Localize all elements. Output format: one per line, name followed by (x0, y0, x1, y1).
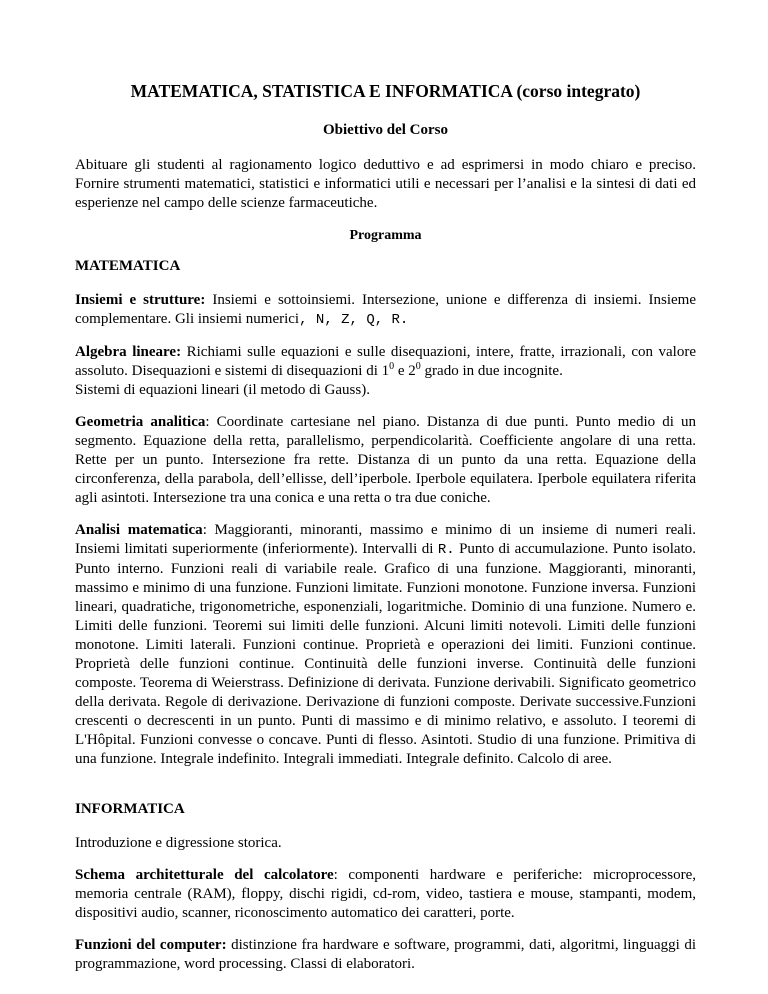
schema-paragraph (75, 866, 696, 923)
analisi-text-1: : Maggioranti, minoranti, massimo e minimo di un insieme di numeri reali. Insiemi limitati superiormente (inferiormente). Intervalli di (75, 522, 696, 557)
algebra-label: Algebra lineare: (75, 344, 182, 360)
geometria-paragraph (75, 413, 696, 508)
funzioni-paragraph (75, 936, 696, 974)
algebra-line-2: Sistemi di equazioni lineari (il metodo di Gauss). (75, 382, 370, 398)
matematica-heading: MATEMATICA (75, 258, 181, 274)
analisi-label: Analisi matematica (75, 522, 203, 538)
informatica-heading: INFORMATICA (75, 801, 185, 817)
geometria-text: : Coordinate cartesiane nel piano. Distanza di due punti. Punto medio di un segmento. Equazione della retta, parallelismo, perpendicolarità. Coefficiente angolare di una retta. Rette per un punto. Intersezione fra rette. Distanza di un punto da una retta. Equazione della circonferenza, della parabola, dell’ellisse, dell’iperbole. Iperbole equilatera. Iperbole equilatera riferita agli asintoti. Intersezione tra una conica e una retta o tra due coniche. (75, 414, 697, 506)
analisi-set: R. (437, 542, 455, 558)
insiemi-sets: , N, Z, Q, R. (299, 312, 409, 328)
algebra-sup-2: 0 (415, 361, 421, 372)
insiemi-label: Insiemi e strutture: (75, 292, 206, 308)
algebra-paragraph (75, 343, 696, 400)
funzioni-label: Funzioni del computer: (75, 937, 227, 953)
analisi-paragraph (75, 521, 696, 769)
insiemi-paragraph (75, 291, 696, 330)
geometria-label: Geometria analitica (75, 414, 206, 430)
objective-text: Abituare gli studenti al ragionamento logico deduttivo e ad esprimersi in modo chiaro e preciso. Fornire strumenti matematici, statistici e informatici utili e necessari per l’analisi e la sintesi di dati ed esperienze nel campo delle scienze farmaceutiche. (75, 157, 696, 211)
schema-label: Schema architetturale del calcolatore (75, 867, 334, 883)
insiemi-text: Insiemi e sottoinsiemi. Intersezione, unione e differenza di insiemi. Insieme complementare. Gli insiemi numerici (75, 292, 697, 327)
analisi-text-2: Punto di accumulazione. Punto isolato. Punto interno. Funzioni reali di variabile reale. Grafico di una funzione. Maggioranti, minoranti, massimo e minimo di una funzione. Funzioni limitate. Funzioni monotone. Funzione inversa. Funzioni lineari, quadratiche, trigonometriche, esponenziali, logaritmiche. Dominio di una funzione. Numero e. Limiti delle funzioni. Teoremi sui limiti delle funzioni. Alcuni limiti notevoli. Limiti delle funzioni monotone. Limiti laterali. Funzioni continue. Proprietà e operazioni dei limiti. Funzioni continue. Proprietà delle funzioni continue. Continuità delle funzioni inverse. Continuità delle funzioni composte. Teorema di Weierstrass. Definizione di derivata. Funzione derivabili. Significato geometrico della derivata. Regole di derivazione. Derivazione di funzioni composte. Derivate successive.Funzioni crescenti o decrescenti in un punto. Punti di massimo e di minimo relativo, e assoluto. I teoremi di L'Hôpital. Funzioni convesse o concave. Punti di flesso. Asintoti. Studio di una funzione. Primitiva di una funzione. Integrale indefinito. Integrali immediati. Integrale definito. Calcolo di aree. (75, 541, 697, 767)
funzioni-text: distinzione fra hardware e software, programmi, dati, algoritmi, linguaggi di programmazione, word processing. Classi di elaboratori. (75, 937, 696, 972)
programma-heading: Programma (349, 228, 422, 243)
objective-heading: Obiettivo del Corso (323, 122, 448, 138)
document-title: MATEMATICA, STATISTICA E INFORMATICA (corso integrato) (130, 81, 641, 101)
algebra-text-3: grado in due incognite. (420, 363, 563, 379)
algebra-sup-1: 0 (389, 361, 395, 372)
algebra-text-2: e 2 (394, 363, 416, 379)
schema-text: : componenti hardware e periferiche: microprocessore, memoria centrale (RAM), floppy, dischi rigidi, cd-rom, video, tastiera e mouse, stampanti, modem, dispositivi audio, scanner, riconoscimento automatico dei caratteri, porte. (75, 867, 697, 921)
informatica-intro: Introduzione e digressione storica. (75, 835, 282, 851)
algebra-text-1: Richiami sulle equazioni e sulle disequazioni, intere, fratte, irrazionali, con valore assoluto. Disequazioni e sistemi di disequazioni di 1 (75, 344, 696, 379)
